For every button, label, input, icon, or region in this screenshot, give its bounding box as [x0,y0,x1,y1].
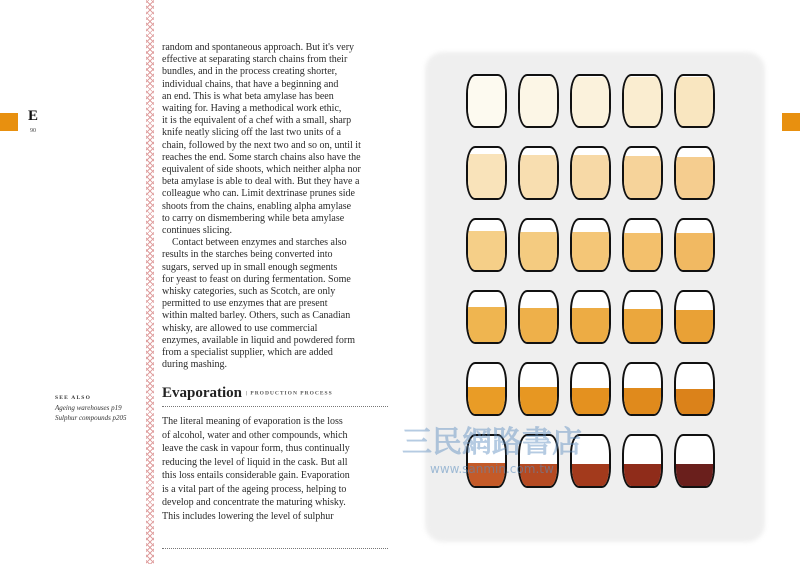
whisky-fill [624,77,661,126]
whisky-glass [466,146,507,200]
whisky-glass [466,74,507,128]
text-line: waiting for. Having a methodical work ethic, [162,103,342,115]
text-line: bundles, and in the process creating shorter, [162,66,338,78]
text-line: develop and concentrate the maturing whisky. [162,497,346,508]
whisky-fill [468,307,505,342]
whisky-fill [572,77,609,126]
whisky-glass [518,74,559,128]
whisky-fill [676,77,713,126]
text-line: equivalent of side shoots, which neither alpha nor [162,164,361,176]
whisky-fill [520,155,557,199]
dotted-rule [162,548,388,549]
whisky-fill [572,308,609,342]
dotted-rule [162,406,388,407]
text-line: reducing the level of liquid in the cask. But all [162,456,348,468]
see-also-link[interactable]: Sulphur compounds p205 [55,414,127,422]
whisky-glass [466,362,507,416]
whisky-fill [676,389,713,415]
text-line: shoots from the chains, enabling alpha amylase [162,200,352,212]
text-line: The literal meaning of evaporation is the loss [162,416,343,427]
whisky-glass [674,146,715,200]
whisky-fill [520,387,557,414]
whisky-glass [622,290,663,344]
whisky-fill [572,232,609,270]
whisky-glass [466,290,507,344]
whisky-fill [624,156,661,198]
whisky-fill [468,77,505,126]
page-number: 90 [30,128,36,134]
text-line: from a specialist supplier, which are added [162,347,333,359]
whisky-glass [570,218,611,272]
see-also [55,393,127,423]
whisky-fill [624,309,661,343]
text-line: results in the starches being converted into [162,249,333,261]
text-line: to carry on dismembering while beta amylase [162,212,345,224]
whisky-glass [466,218,507,272]
whisky-fill [520,308,557,343]
text-line: individual chains, that have a beginning and [162,78,339,90]
text-line: enzymes, available in liquid and powdered form [162,334,355,346]
text-line: an end. This is what beta amylase has been [162,90,334,102]
entry-category: | PRODUCTION PROCESS [245,390,333,397]
whisky-fill [572,464,609,486]
whisky-fill [572,388,609,415]
whisky-glass [518,290,559,344]
text-line: of alcohol, water and other compounds, which [162,429,348,441]
text-line: leave the cask in vapour form, thus continually [162,443,350,454]
text-line: continues slicing. [162,225,232,237]
text-line: colleague who can. Limit dextrinase prunes side [162,188,355,200]
evaporation-text [162,415,394,523]
text-line: during mashing. [162,359,227,371]
text-line: this loss entails considerable gain. Evaporation [162,470,350,481]
whisky-glass [518,218,559,272]
watermark-url: www.sanmin.com.tw [430,462,554,476]
whisky-fill [676,157,713,198]
whisky-glass [570,146,611,200]
text-line: for yeast to feast on during fermentation. Some [162,273,351,285]
whisky-glass [622,362,663,416]
whisky-fill [676,310,713,343]
whisky-fill [624,233,661,271]
whisky-fill [468,154,505,198]
whisky-glass [622,74,663,128]
see-also-heading: SEE ALSO [55,395,92,401]
section-tab-left [0,113,18,131]
text-line: chain, followed by the next two and so on, until it [162,139,361,151]
watermark: 三民網路書店 [402,425,582,460]
entry-heading [162,384,333,403]
text-line: This includes lowering the level of sulphur [162,510,334,522]
text-line: random and spontaneous approach. But it's very [162,42,355,53]
whisky-fill [676,233,713,270]
text-line: reaches the end. Some starch chains also have the [162,151,361,163]
whisky-glass [622,146,663,200]
section-tab-right [782,113,800,131]
text-line: whisky categories, such as Scotch, are only [162,286,336,298]
entry-title: Evaporation [162,385,243,401]
whisky-glass [674,218,715,272]
text-line: it is the equivalent of a chef with a small, sharp [162,115,352,127]
whisky-glass [674,74,715,128]
whisky-glass [570,74,611,128]
whisky-fill [520,77,557,126]
whisky-fill [520,232,557,271]
whisky-glass [674,290,715,344]
whisky-fill [624,464,661,486]
text-line: is a vital part of the ageing process, helping to [162,483,347,495]
text-line: effective at separating starch chains from their [162,54,348,66]
whisky-glass [622,218,663,272]
text-line: permitted to use enzymes that are present [162,298,328,310]
whisky-glass [674,434,715,488]
text-line: whisky, are allowed to use commercial [162,322,318,334]
whisky-glass [570,290,611,344]
whisky-fill [572,155,609,198]
whisky-glass [518,362,559,416]
text-line: sugars, served up in small enough segments [162,261,338,273]
text-line: within malted barley. Others, such as Canadian [162,310,351,322]
whisky-glass [518,146,559,200]
whisky-glass [570,362,611,416]
whisky-fill [468,231,505,270]
whisky-fill [624,388,661,414]
whisky-glass [622,434,663,488]
text-line: Contact between enzymes and starches also [172,237,347,249]
see-also-link[interactable]: Ageing warehouses p19 [55,404,122,412]
text-line: knife neatly slicing off the last two units of a [162,127,341,139]
zigzag-divider [146,0,154,564]
section-letter: E [28,108,39,124]
body-text-column [162,42,394,371]
whisky-fill [468,387,505,415]
text-line: beta amylase is able to deal with. But they have a [162,176,360,188]
whisky-glass [674,362,715,416]
whisky-fill [676,464,713,486]
